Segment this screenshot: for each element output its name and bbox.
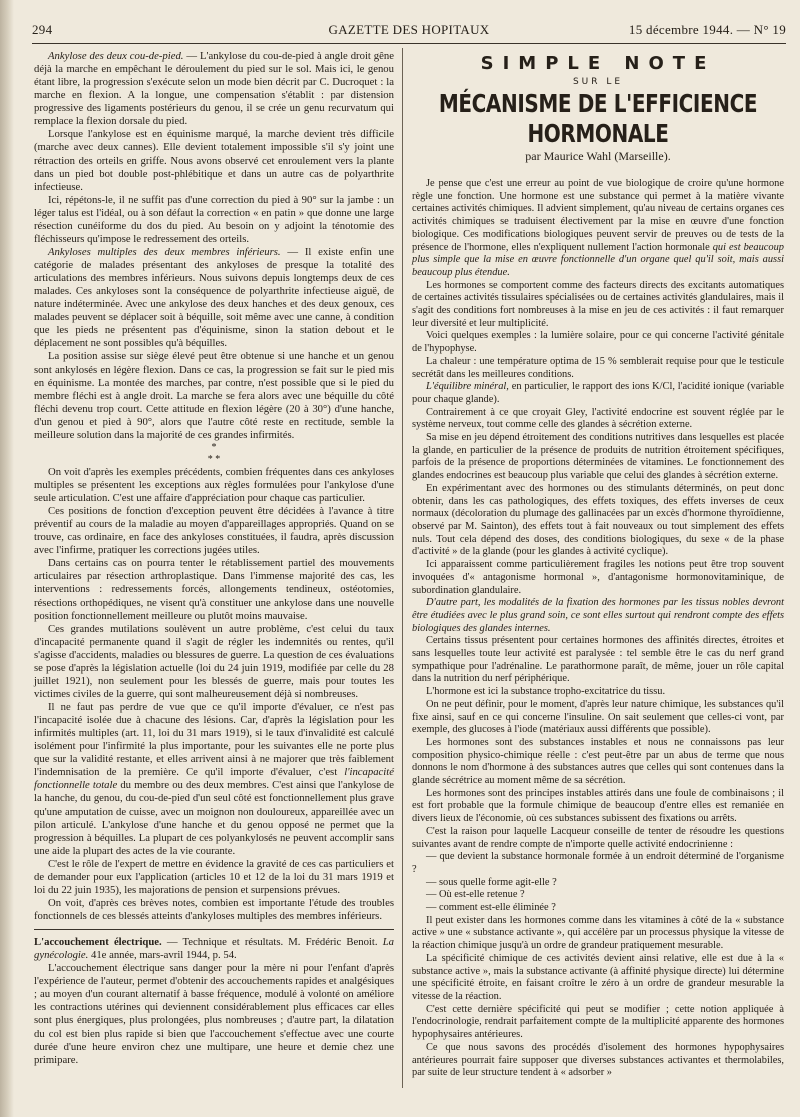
issue-date: 15 décembre 1944. — N° 19: [628, 22, 786, 37]
journal-title: GAZETTE DES HOPITAUX: [328, 22, 490, 37]
list-item: — Où est-elle retenue ?: [426, 889, 525, 901]
paragraph: Sa mise en jeu dépend étroitement des conditions nutritives dans lesquelles est placée la glande, en particulier de la présence de produits de nutrition étroitement spécifiques, parfois de la présence de proportions déterminées de vitamines. Le fonctionnement des glandes endocrines est beaucoup plus variable que celui des glandes à sécrétion externe.: [412, 432, 784, 482]
paragraph: Ces grandes mutilations soulèvent un autre problème, c'est celui du taux d'incapacité permanente quand il s'agit de régler les indemnités ou rentes, qu'il s'agisse d'accidents, maladies ou blessures de guerre. La question de ces évaluations se pose d'après la législation actuelle (loi du 24 juin 1919, modifiée par celle du 28 juillet 1921), non seulement pour les blessés de guerre, mais pour toutes les victimes civiles de la guerre, qui sont malheureusement déjà si nombreuses.: [34, 622, 394, 700]
paragraph: On ne peut définir, pour le moment, d'après leur nature chimique, les substances qu'il fixe ainsi, sauf en ce qui concerne l'insuline. On sait seulement que celles-ci vont, par exemple, des glucoses à l'iode (matériaux aussi différents que possible).: [412, 698, 784, 736]
paragraph: Il peut exister dans les hormones comme dans les vitamines à côté de la « substance active » une « substance activante », qui accélère par un processus physique la vitesse de la réaction chimique jusqu'à un ordre de grandeur pratiquement mesurable.: [412, 914, 784, 952]
paragraph: Voici quelques exemples : la lumière solaire, pour ce qui concerne l'activité génitale de l'hypophyse.: [412, 330, 784, 355]
paragraph: Les hormones sont des substances instables et nous ne connaissons pas leur composition physico-chimique réelle : c'est peut-être par un abus de terme que nous donnons le nom d'hormone à des substances autres que celles qui sont contenues dans la glande sécrétrice au moment même de sa sécrétion.: [412, 736, 784, 787]
article-title: MÉCANISME DE L'EFFICIENCE HORMONALE: [438, 88, 758, 148]
paragraph: Ce que nous savons des procédés d'isolement des hormones hypophysaires antérieures pourrait faire supposer que diverses substances activantes et thermolabiles, par suite de leur structure tendent à « adsorber »: [412, 1041, 784, 1079]
paragraph: La spécificité chimique de ces activités devient ainsi relative, elle est due à la « substance active », mais la substance activante (à affinité physique directe) lui détermine une spécificité étroite, en faisant croître le zéro à un ordre de grandeur mesurable la vitesse de la réaction.: [412, 952, 784, 1002]
paragraph: L'équilibre minéral, en particulier, le rapport des ions K/Cl, l'acidité ionique (variable pour chaque glande).: [412, 381, 784, 405]
paragraph: L'hormone est ici la substance tropho-excitatrice du tissu.: [426, 686, 666, 698]
paragraph: Je pense que c'est une erreur au point de vue biologique de croire qu'une hormone règle une fonction. Une hormone est une substance qui permet à la matière vivante certaines activités chimiques. Il advient simplement, qu'au niveau de certains organes ces activités chimiques se traduisent électivement par la mise en œuvre d'une fonction biologique. Ces modifications biologiques peuvent servir de preuves ou de tests de la présence de l'hormone, elles n'expliquent nullement l'action hormonale qui est beaucoup plus simple que la mise en œuvre fonctionnelle d'un organe quel qu'il soit, mais aussi beaucoup plus étendue.: [412, 178, 784, 278]
review-title: L'accouchement électrique.: [34, 936, 162, 949]
paragraph: La chaleur : une température optima de 15 % semblerait requise pour que le testicule secrétât dans les meilleures conditions.: [412, 355, 784, 380]
kicker: SIMPLE NOTE: [480, 53, 716, 74]
section-subtitle: Ankyloses multiples des deux membres inférieurs.: [48, 245, 281, 258]
paragraph: C'est le rôle de l'expert de mettre en évidence la gravité de ces cas particuliers et de demander pour eux l'application (articles 10 et 12 de la loi du 31 mars 1919 et loi du 22 juin 1935), les majorations de pension et surpensions prévues.: [34, 857, 394, 896]
list-item: — que devient la substance hormonale formée à un endroit déterminé de l'organisme ?: [412, 851, 784, 875]
paragraph: Certains tissus présentent pour certaines hormones des affinités directes, étroites et sans lesquelles toute leur activité est paralysée : tel semble être le cas du nerf grand sympathique pour l'adrénaline. Le parathormone paraît, de même, jouer un rôle capital dans la nutrition du nerf périphérique.: [412, 635, 784, 685]
page-binding-shadow: [0, 0, 14, 1117]
paragraph: C'est cette dernière spécificité qui peut se modifier ; cette notion appliquée à l'endocrinologie, rendrait parfaitement compte de la multiplicité apparente des hormones hypophysaires antérieures.: [412, 1003, 784, 1041]
paragraph: En expérimentant avec des hormones ou des stimulants déterminés, on peut donc obtenir, dans les cas pathologiques, des effets toxiques, des effets inverses de ceux normaux (décoloration du plumage des gallinacées par un excès d'hormone thyroïdienne, observé par M. Sainton), des effets tout à fait nouveaux ou tout simplement des effets nuls. Tout cela dépend des doses, des conditions biologiques, du sexe « de la phase d'activité » de la glande (pour les glandes à activité cyclique).: [412, 482, 784, 558]
article-author: par Maurice Wahl (Marseille).: [525, 149, 671, 163]
page-number: 294: [32, 22, 53, 37]
paragraph: Ces positions de fonction d'exception peuvent être décidées à l'avance à titre préventif au cours de la maladie au moyen d'appareillages appropriés. Quand on se trouve, cas ordinaire, en face des ankyloses constituées, il faudra, après discussion avec l'infirme, pratiquer les corrections jugées utiles.: [34, 505, 394, 557]
paragraph: Ici, répétons-le, il ne suffit pas d'une correction du pied à 90° sur la jambe : un léger talus est l'idéal, ou à son défaut la correction « en patin » que donne une large résection cunéiforme du dos du pied. Au besoin on y adjoint la ténotomie des fléchisseurs qu'impose le redressement des orteils.: [34, 193, 394, 245]
paragraph: Ankylose des deux cou-de-pied. — L'ankylose du cou-de-pied à angle droit gêne déjà la marche en empêchant le déroulement du pied sur le sol. Mais ici, le genou étant libre, la progression s'exécute selon un mode bien décrit par C. Ducroquet : la marche en flexion. A la longue, une compensation s'établit : par distension progressive des ligaments postérieurs du genou, il se crée un genu recurvatum qui remplace la flexion dorsale du pied.: [34, 50, 394, 128]
review-reference: L'accouchement électrique. — Technique et résultats. M. Frédéric Benoit. La gynécologie. 41e année, mars-avril 1944, p. 54.: [34, 936, 394, 962]
running-header: [32, 22, 786, 40]
paragraph: Lorsque l'ankylose est en équinisme marqué, la marche devient très difficile (marche avec deux cannes). Elle devient totalement impossible s'il s'y joint une rétraction des orteils en griffe. Nous avons observé cet enroulement vers la plante dans un pied bot double post-phlébitique et dans un autre cas de polyarthrite infectieuse.: [34, 128, 394, 193]
left-column: [34, 50, 394, 1067]
kicker-sub: SUR LE: [572, 77, 624, 87]
paragraph: D'autre part, les modalités de la fixation des hormones par les tissus nobles devront être étudiées avec le plus grand soin, ce sont elles surtout qui rendront compte des effets biologiques des glandes internes.: [412, 597, 784, 634]
paragraph: La position assise sur siège élevé peut être obtenue si une hanche et un genou sont ankylosés en légère flexion. Dans ce cas, la progression se fait sur le pied mis en équinisme. La montée des marches, par contre, n'est possible que si le pied du membre fléchi est à angle droit. La marche se fera alors avec une béquille du côté fléchi devenu trop court. Cette attitude en flexion légère (20 à 30°) d'une hanche, d'un genou et pied à 90°, alors que l'autre côté reste en rectitude, semble la meilleure solution dans la majorité de ces grandes infirmités.: [34, 350, 394, 441]
section-subtitle: Ankylose des deux cou-de-pied.: [48, 50, 184, 62]
paragraph: Dans certains cas on pourra tenter le rétablissement partiel des mouvements articulaires par résection arthroplastique. Dans l'immense majorité des cas, les interventions : redressements forcés, allongements tendineux, ostéotomies, résections orthopédiques, ne visent qu'à constituer une ankylose dans une nouvelle position fonctionnellement meilleure ou plutôt moins mauvaise.: [34, 557, 394, 622]
column-divider: [402, 48, 403, 1088]
paragraph: Ankyloses multiples des deux membres inférieurs. — Il existe enfin une catégorie de malades présentant des ankyloses de presque la totalité des articulations des membres inférieurs. Nous suivons depuis longtemps deux de ces malades. Ces ankyloses sont la conséquence de polyarthrite infectieuse aiguë, de nature indéterminée. Avec une ankylose des deux hanches et des deux genoux, ces malades peuvent se déplacer soit à béquille, soit même avec une canne, à condition que les pieds ne présentent pas d'équinisme, sinon la station debout et le déplacement ne sont possibles qu'à béquilles.: [34, 245, 394, 350]
paragraph: On voit d'après les exemples précédents, combien fréquentes dans ces ankyloses multiples se présentent les exceptions aux règles formulées pour l'ankylose d'une seule articulation. C'est une affaire d'appréciation pour chaque cas particulier.: [34, 465, 394, 504]
section-rule: [34, 929, 394, 930]
list-item: — sous quelle forme agit-elle ?: [426, 876, 557, 888]
paragraph: Les hormones sont des principes instables attirés dans une foule de combinaisons ; il est fort probable que la formule chimique de beaucoup d'entre elles est remaniée en divers lieux de l'économie, où ces substances subissent des fixations ou arrêts.: [412, 787, 784, 825]
review-body: L'accouchement électrique sans danger pour la mère ni pour l'enfant d'après l'expérience de l'auteur, permet d'obtenir des accouchements rapides et analgésiques ; au moyen d'un courant alternatif à basse fréquence, modulé à volonté on améliore les contractions utérines qui deviennent considérablement plus efficaces car elles sont plus énergiques, plus prolongées, plus nombreuses ; d'autre part, la dilatation du col est bien plus rapide si bien que l'accouchement s'effectue avec une courte durée d'une heure environ chez une multipare, une heure et demie chez une primipare.: [34, 962, 394, 1066]
paragraph: Contrairement à ce que croyait Gley, l'activité endocrine est souvent réglée par le système nerveux, tout comme celle des glandes à sécrétion externe.: [412, 406, 784, 431]
paragraph: Les hormones se comportent comme des facteurs directs des excitants automatiques de certaines activités tissulaires spécialisées ou de certaines activités glandulaires, mais il s'agit des conditions fort nombreuses à la mise en jeu de ces activités : il faut remarquer leur diversité et leur multiplicité.: [412, 279, 784, 329]
paragraph: Il ne faut pas perdre de vue que ce qu'il importe d'évaluer, ce n'est pas l'incapacité isolée due à chacune des lésions. Car, d'après la législation pour les infirmités multiples (art. 11, loi du 31 mars 1919), si le taux d'invalidité est calculé isolément pour l'infirmité la plus importante, pour les suivantes elle ne porte plus que sur la validité restante, et elles arrivent ainsi à ne majorer que très faiblement l'indemnisation de la première. Ce qu'il importe d'évaluer, c'est l'incapacité fonctionnelle totale du membre ou des deux membres. C'est ainsi que l'ankylose de la hanche, du genou, du cou-de-pied d'un seul côté est fonctionnellement plus grave qu'une amputation de cuisse, avec un moignon non douloureux, appareillée avec un pilon articulé. L'ankylose d'une hanche et du genou opposé ne permet que la progression à béquilles. La plupart de ces polyankylosés ne peuvent accomplir sans une aide la plupart des actes de la vie courante.: [34, 701, 394, 857]
article-heading: [412, 54, 784, 164]
section-separator-asterisks: * * *: [207, 441, 221, 465]
header-rule: [32, 43, 786, 44]
paragraph: C'est la raison pour laquelle Lacqueur conseille de tenter de résoudre les questions suivantes avant de rendre compte de n'importe quelle activité endocrinienne :: [412, 825, 784, 850]
right-column: [412, 50, 784, 1080]
paragraph: On voit, d'après ces brèves notes, combien est importante l'étude des troubles fonctionnels de ces blessés atteints d'ankyloses multiples des membres inférieurs.: [34, 896, 394, 922]
paragraph: Ici apparaissent comme particulièrement fragiles les notions peut être trop souvent invoquées d'« antagonisme hormonal », d'antagonisme hormonovitaminique, de subordination glandulaire.: [412, 559, 784, 596]
list-item: — comment est-elle éliminée ?: [426, 902, 556, 914]
